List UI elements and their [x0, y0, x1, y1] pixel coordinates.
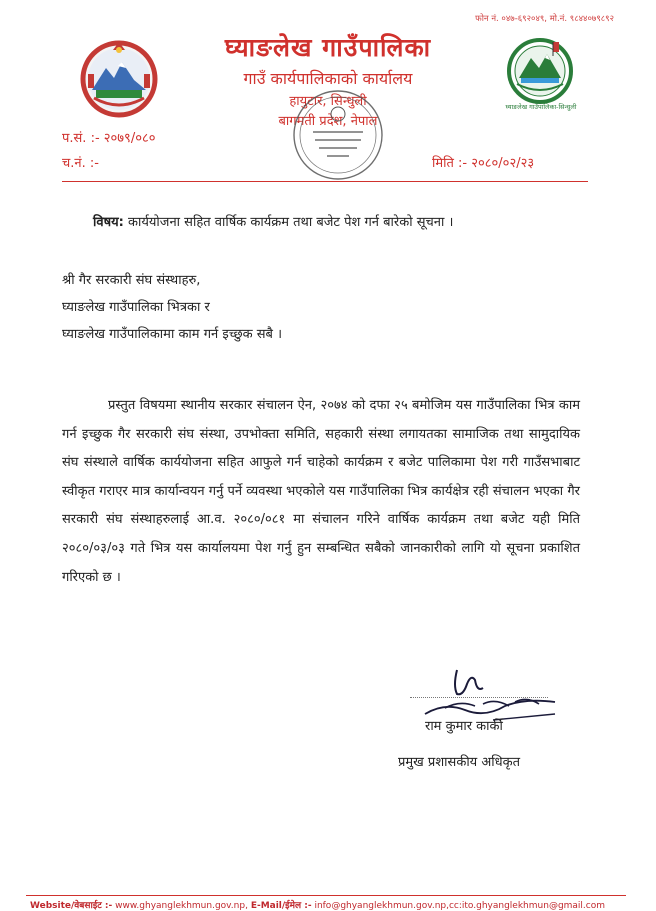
header-divider — [62, 181, 588, 182]
contact-numbers: फोन नं. ०४७-६९२०४९, मो.नं. ९८४४०७९८९२ — [475, 14, 614, 24]
subject-text: कार्ययोजना सहित वार्षिक कार्यक्रम तथा बजेट पेश गर्न बारेको सूचना । — [128, 215, 454, 230]
letter-date-value: २०८०/०२/२३ — [471, 156, 535, 171]
addressee-line: घ्याङलेख गाउँपालिकामा काम गर्न इच्छुक सबै । — [62, 327, 283, 342]
reference-number — [62, 128, 155, 146]
subject-line — [93, 212, 453, 230]
letter-date — [432, 153, 534, 171]
email-link[interactable]: info@ghyanglekhmun.gov.np,cc:ito.ghyanglekhmun@gmail.com — [314, 901, 606, 911]
reference-number-value: २०७९/०८० — [103, 131, 156, 146]
footer-divider — [26, 895, 626, 896]
letterhead-province: बागमती प्रदेश, नेपाल — [278, 114, 378, 129]
addressee-line: श्री गैर सरकारी संघ संस्थाहरु, — [62, 273, 201, 288]
letterhead-address: हायुटार, सिन्धुली — [289, 94, 367, 109]
notice-body: प्रस्तुत विषयमा स्थानीय सरकार संचालन ऐन, २०७४ को दफा २५ बमोजिम यस गाउँपालिका भित्र काम गर्न इच्छुक गैर सरकारी संघ संस्था, उपभोक्ता समिति, सहकारी संस्था लगायतका सामाजिक तथा सामुदायिक संघ संस्थाले वार्षिक कार्ययोजना सहित आफुले गर्न चाहेको कार्यक्रम र बजेट पालिकामा पेश गरी गाउँसभाबाट स्वीकृत गराएर मात्र कार्यान्वयन गर्नु पर्ने व्यवस्था भएकोले यस गाउँपालिका भित्र कार्यक्षेत्र रही संचालन भएका गैर सरकारी संघ संस्थाहरुलाई आ.व. २०८०/०८१ मा संचालन गरिने वार्षिक कार्यक्रम तथा बजेट यही मिति २०८०/०३/०३ गते भित्र यस कार्यालयमा पेश गर्नु हुन सम्बन्धित सबैको जानकारीको लागि यो सूचना प्रकाशित गरिएको छ । — [62, 398, 580, 585]
footer-contact — [30, 898, 605, 911]
website-label: Website/वेबसाईट :- — [30, 901, 113, 911]
subject-label: विषय: — [93, 215, 124, 230]
signatory-designation: प्रमुख प्रशासकीय अधिकृत — [398, 755, 521, 770]
letter-date-label: मिति :- — [432, 156, 468, 171]
addressee-line: घ्याङलेख गाउँपालिका भित्रका र — [62, 300, 210, 315]
reference-number-label: प.सं. :- — [62, 131, 100, 146]
letterhead-org-name: घ्याङलेख गाउँपालिका — [224, 33, 432, 62]
email-label: E-Mail/ईमेल :- — [250, 901, 312, 911]
signatory-name: राम कुमार कार्की — [425, 719, 503, 734]
dispatch-number-label: च.नं. :- — [62, 156, 99, 171]
signature-dotted-line — [410, 697, 548, 698]
website-link[interactable]: www.ghyanglekhmun.gov.np, — [115, 901, 248, 911]
municipality-logo-caption: घ्याङलेख गाउँपालिका-सिन्धुली — [505, 103, 577, 111]
official-stamp — [283, 80, 393, 190]
letterhead-office-name: गाउँ कार्यपालिकाको कार्यालय — [243, 69, 413, 88]
